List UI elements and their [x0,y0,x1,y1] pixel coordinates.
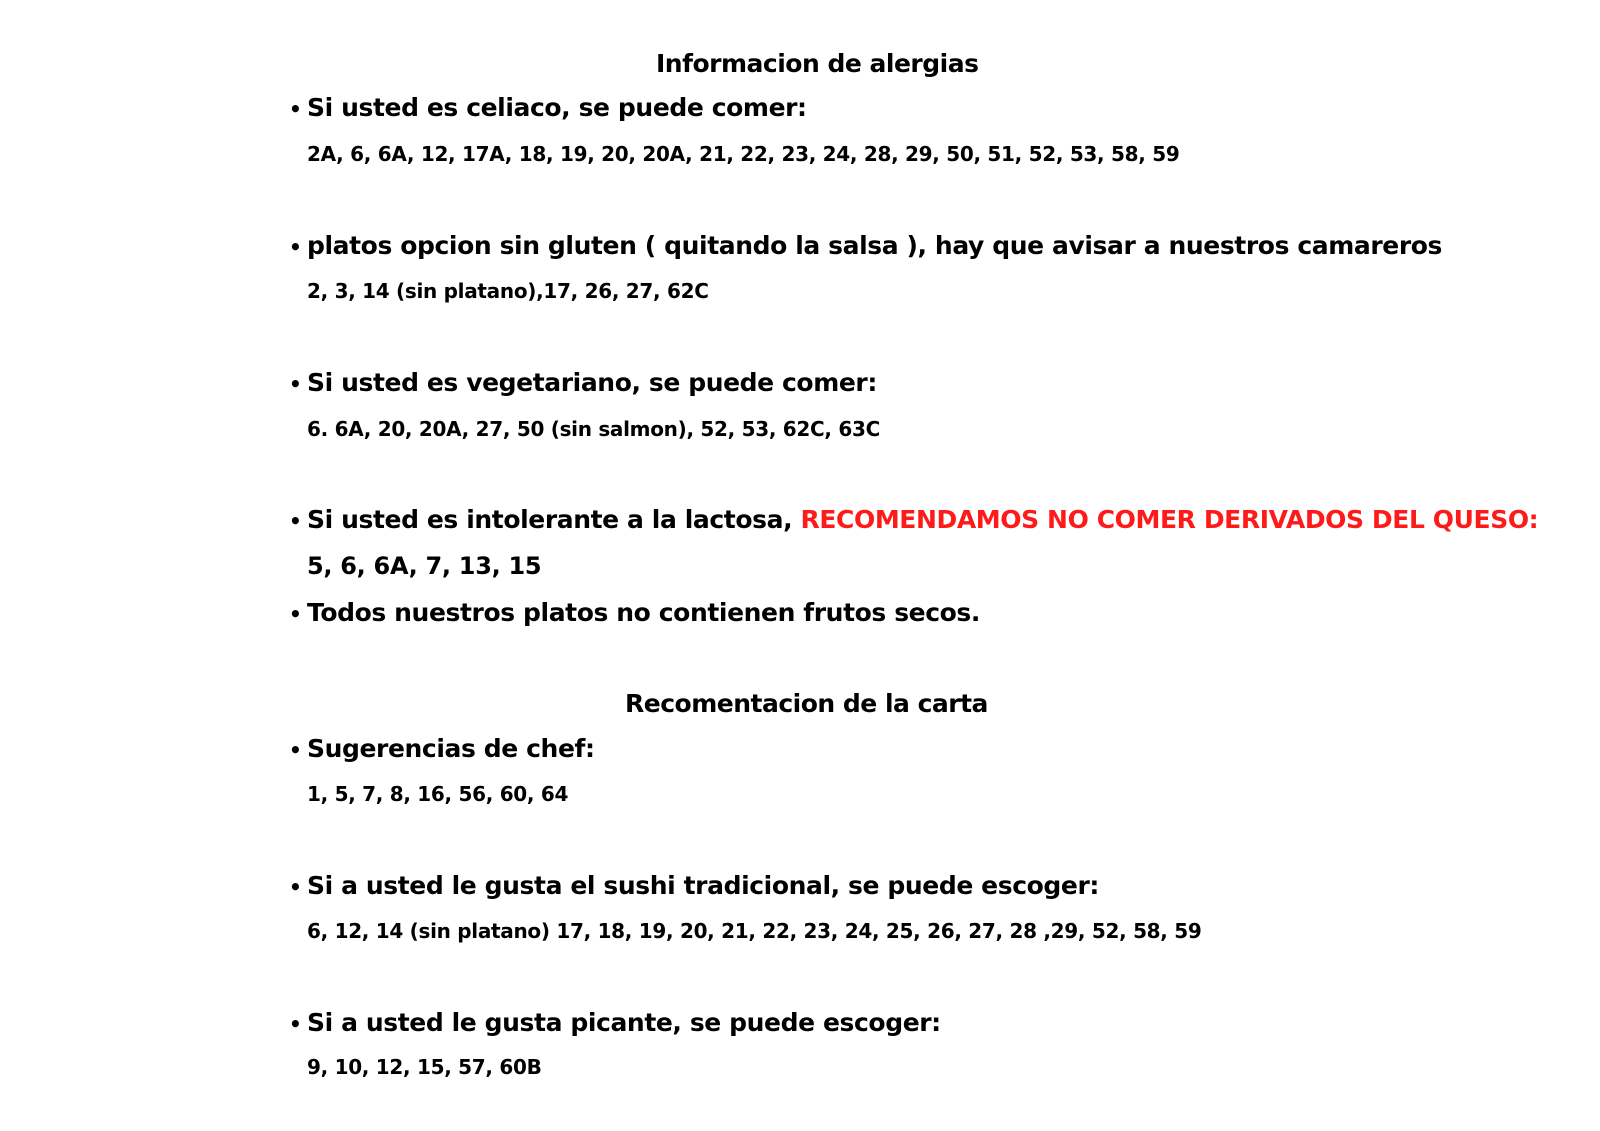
nuts-label: Todos nuestros platos no contienen frutos secos. [307,598,980,627]
lactose-warning: RECOMENDAMOS NO COMER DERIVADOS DEL QUESO: [800,505,1539,534]
vegetarian-item [289,367,877,400]
vegetarian-values: 6. 6A, 20, 20A, 27, 50 (sin salmon), 52, 53, 62C, 63C [307,417,880,441]
traditional-sushi-values: 6, 12, 14 (sin platano) 17, 18, 19, 20, 21, 22, 23, 24, 25, 26, 27, 28 ,29, 52, 58, 59 [307,919,1202,943]
bullet-icon: • [289,372,302,396]
gluten-free-values: 2, 3, 14 (sin platano),17, 26, 27, 62C [307,279,709,303]
vegetarian-label: Si usted es vegetariano, se puede comer: [307,368,877,397]
traditional-sushi-item [289,870,1099,903]
celiac-values: 2A, 6, 6A, 12, 17A, 18, 19, 20, 20A, 21, 22, 23, 24, 28, 29, 50, 51, 52, 53, 58, 59 [307,142,1180,166]
lactose-item [289,504,1538,537]
lactose-label: Si usted es intolerante a la lactosa, [307,505,793,534]
bullet-icon: • [289,602,302,626]
spicy-item [289,1007,941,1040]
celiac-item [289,92,807,125]
spicy-label: Si a usted le gusta picante, se puede escoger: [307,1008,941,1037]
bullet-icon: • [289,1012,302,1036]
chef-suggestions-values: 1, 5, 7, 8, 16, 56, 60, 64 [307,782,569,806]
chef-suggestions-label: Sugerencias de chef: [307,734,595,763]
bullet-icon: • [289,738,302,762]
nuts-item [289,597,980,630]
bullet-icon: • [289,235,302,259]
gluten-free-item [289,230,1442,263]
celiac-label: Si usted es celiaco, se puede comer: [307,93,807,122]
bullet-icon: • [289,875,302,899]
lactose-values: 5, 6, 6A, 7, 13, 15 [307,552,542,580]
bullet-icon: • [289,509,302,533]
spicy-values: 9, 10, 12, 15, 57, 60B [307,1055,542,1079]
chef-suggestions-item [289,733,595,766]
allergy-section-title: Informacion de alergias [656,49,979,78]
recommendation-section-title: Recomentacion de la carta [625,689,988,718]
bullet-icon: • [289,97,302,121]
gluten-free-label: platos opcion sin gluten ( quitando la salsa ), hay que avisar a nuestros camareros [307,231,1443,260]
traditional-sushi-label: Si a usted le gusta el sushi tradicional, se puede escoger: [307,871,1099,900]
